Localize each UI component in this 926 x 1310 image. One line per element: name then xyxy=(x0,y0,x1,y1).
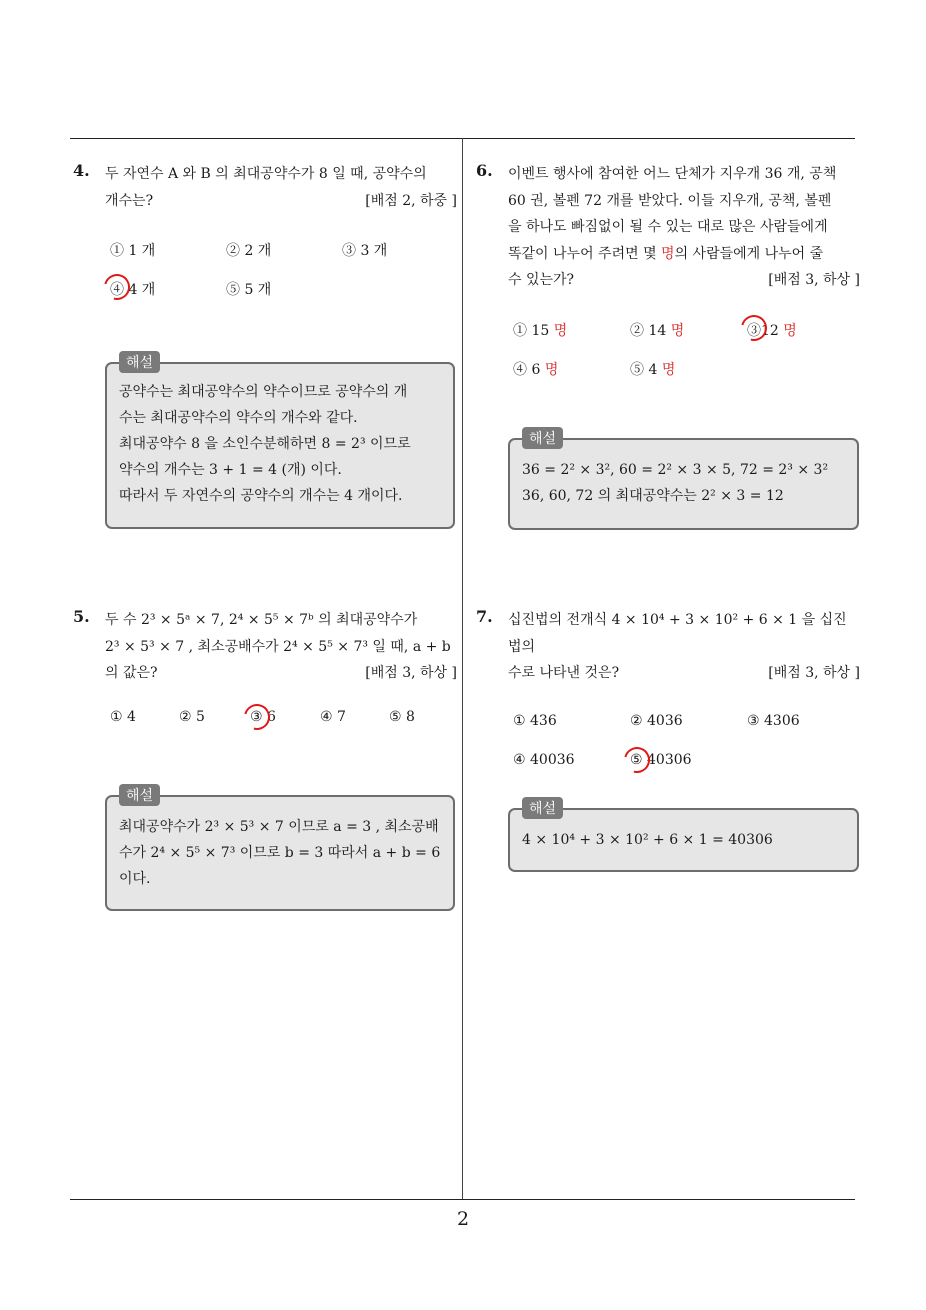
solution-line: 공약수는 최대공약수의 약수이므로 공약수의 개 xyxy=(119,384,408,400)
question-text xyxy=(105,607,457,687)
question-line: 60 권, 볼펜 72 개를 받았다. 이들 지우개, 공책, 볼펜 xyxy=(508,192,832,209)
question-line-text: 개수는? xyxy=(105,192,154,209)
highlight-word: 명 xyxy=(661,245,675,262)
answer-mark-icon xyxy=(736,310,772,346)
question-text xyxy=(508,607,860,687)
question-number: 7. xyxy=(476,607,493,626)
solution-line: 36, 60, 72 의 최대공약수는 2² × 3 = 12 xyxy=(522,488,784,504)
solution-tag: 해설 xyxy=(119,351,160,373)
option-value: 14 xyxy=(648,322,667,339)
answer-mark-icon xyxy=(239,699,275,735)
question-4 xyxy=(73,161,457,308)
options xyxy=(508,701,860,781)
solution-tag: 해설 xyxy=(522,797,563,819)
option-4[interactable] xyxy=(513,359,558,379)
question-line xyxy=(508,267,860,294)
option-unit: 명 xyxy=(670,322,685,339)
solution-box-6 xyxy=(508,431,859,530)
question-number: 6. xyxy=(476,161,493,180)
question-line: 이벤트 행사에 참여한 어느 단체가 지우개 36 개, 공책 xyxy=(508,166,837,182)
option-2[interactable]: ② 2 개 xyxy=(226,243,272,259)
option-unit: 명 xyxy=(553,322,568,339)
solution-text xyxy=(107,364,453,519)
question-text xyxy=(508,161,860,294)
question-line xyxy=(508,241,860,268)
option-symbol: ① xyxy=(513,322,527,339)
column-divider xyxy=(462,138,463,1199)
solution-box-7 xyxy=(508,801,859,872)
option-3[interactable]: ③ 4306 xyxy=(747,712,800,729)
solution-box-5 xyxy=(105,788,455,911)
score-meta: [배점 2, 하중 ] xyxy=(365,192,457,209)
option-4[interactable]: ④ 40036 xyxy=(513,751,575,768)
question-line: 두 수 2³ × 5ᵃ × 7, 2⁴ × 5⁵ × 7ᵇ 의 최대공약수가 xyxy=(105,612,418,628)
option-2[interactable]: ② 4036 xyxy=(630,712,683,729)
option-1[interactable]: ① 1 개 xyxy=(110,243,156,259)
question-line xyxy=(508,660,860,687)
option-2[interactable] xyxy=(630,320,684,340)
option-value: 12 xyxy=(761,322,779,339)
option-3[interactable] xyxy=(250,709,276,725)
option-label: ③ 6 xyxy=(250,708,276,725)
question-5 xyxy=(73,607,457,741)
option-1[interactable]: ① 4 xyxy=(110,708,136,725)
option-5[interactable]: ⑤ 5 개 xyxy=(226,282,272,298)
solution-text xyxy=(510,440,857,519)
option-label: ⑤ 40306 xyxy=(630,751,692,768)
option-value: 6 xyxy=(531,361,541,378)
question-6 xyxy=(476,161,860,388)
score-meta: [배점 3, 하상 ] xyxy=(768,272,860,288)
option-3[interactable] xyxy=(747,320,797,340)
option-label: ④ 4 개 xyxy=(110,282,156,298)
score-meta: [배점 3, 하상 ] xyxy=(768,665,860,681)
solution-line: 수가 2⁴ × 5⁵ × 7³ 이므로 b = 3 따라서 a + b = 6 xyxy=(119,845,441,861)
solution-line: 약수의 개수는 3 + 1 = 4 (개) 이다. xyxy=(119,462,342,478)
question-line-text: 의 값은? xyxy=(105,665,158,681)
option-symbol: ③ xyxy=(747,322,761,339)
footer-rule xyxy=(70,1199,855,1200)
option-symbol: ② xyxy=(630,322,644,339)
solution-tag: 해설 xyxy=(119,784,160,806)
solution-tag: 해설 xyxy=(522,427,563,449)
option-unit: 명 xyxy=(544,361,559,378)
score-meta: [배점 3, 하상 ] xyxy=(365,665,457,681)
question-line: 두 자연수 A 와 B 의 최대공약수가 8 일 때, 공약수의 xyxy=(105,166,427,182)
option-unit: 명 xyxy=(661,361,676,378)
question-line-text: 수로 나타낸 것은? xyxy=(508,665,620,681)
option-value: 4 xyxy=(648,361,658,378)
solution-box-4 xyxy=(105,355,455,529)
option-2[interactable]: ② 5 xyxy=(179,708,205,725)
question-number: 4. xyxy=(73,161,90,180)
answer-mark-icon xyxy=(619,742,655,778)
option-value: 15 xyxy=(531,322,550,339)
option-3[interactable]: ③ 3 개 xyxy=(342,243,388,259)
option-5[interactable] xyxy=(630,359,675,379)
option-1[interactable]: ① 436 xyxy=(513,712,557,729)
question-line: 십진법의 전개식 4 × 10⁴ + 3 × 10² + 6 × 1 을 십진법의 xyxy=(508,612,847,655)
option-symbol: ⑤ xyxy=(630,361,644,378)
answer-mark-icon xyxy=(99,269,135,305)
question-7 xyxy=(476,607,860,781)
question-text xyxy=(105,161,457,214)
question-line: 2³ × 5³ × 7 , 최소공배수가 2⁴ × 5⁵ × 7³ 일 때, a + b xyxy=(105,638,451,655)
option-unit: 명 xyxy=(783,322,797,339)
option-4[interactable] xyxy=(110,279,155,299)
options xyxy=(105,228,457,308)
question-line-text: 의 사람들에게 나누어 줄 xyxy=(674,245,824,262)
page-number: 2 xyxy=(456,1208,470,1230)
solution-text xyxy=(107,797,453,902)
solution-line: 4 × 10⁴ + 3 × 10² + 6 × 1 = 40306 xyxy=(522,832,773,848)
option-4[interactable]: ④ 7 xyxy=(320,708,346,725)
solution-line: 따라서 두 자연수의 공약수의 개수는 4 개이다. xyxy=(119,488,403,504)
question-line-text: 똑같이 나누어 주려면 몇 xyxy=(508,245,662,262)
option-symbol: ④ xyxy=(513,361,527,378)
solution-line: 이다. xyxy=(119,871,151,887)
solution-line: 수는 최대공약수의 약수의 개수와 같다. xyxy=(119,410,358,426)
question-number: 5. xyxy=(73,607,90,626)
solution-text xyxy=(510,810,857,863)
option-5[interactable] xyxy=(630,752,692,768)
question-line xyxy=(105,188,457,215)
question-line: 을 하나도 빠짐없이 될 수 있는 대로 많은 사람들에게 xyxy=(508,219,828,235)
options xyxy=(508,308,860,388)
question-line-text: 수 있는가? xyxy=(508,272,575,288)
question-line xyxy=(105,660,457,687)
options xyxy=(105,701,457,741)
option-1[interactable] xyxy=(513,320,567,340)
solution-line: 36 = 2² × 3², 60 = 2² × 3 × 5, 72 = 2³ × 3² xyxy=(522,462,829,478)
option-5[interactable]: ⑤ 8 xyxy=(389,708,415,725)
solution-line: 최대공약수 8 을 소인수분해하면 8 = 2³ 이므로 xyxy=(119,436,411,452)
solution-line: 최대공약수가 2³ × 5³ × 7 이므로 a = 3 , 최소공배 xyxy=(119,819,439,835)
